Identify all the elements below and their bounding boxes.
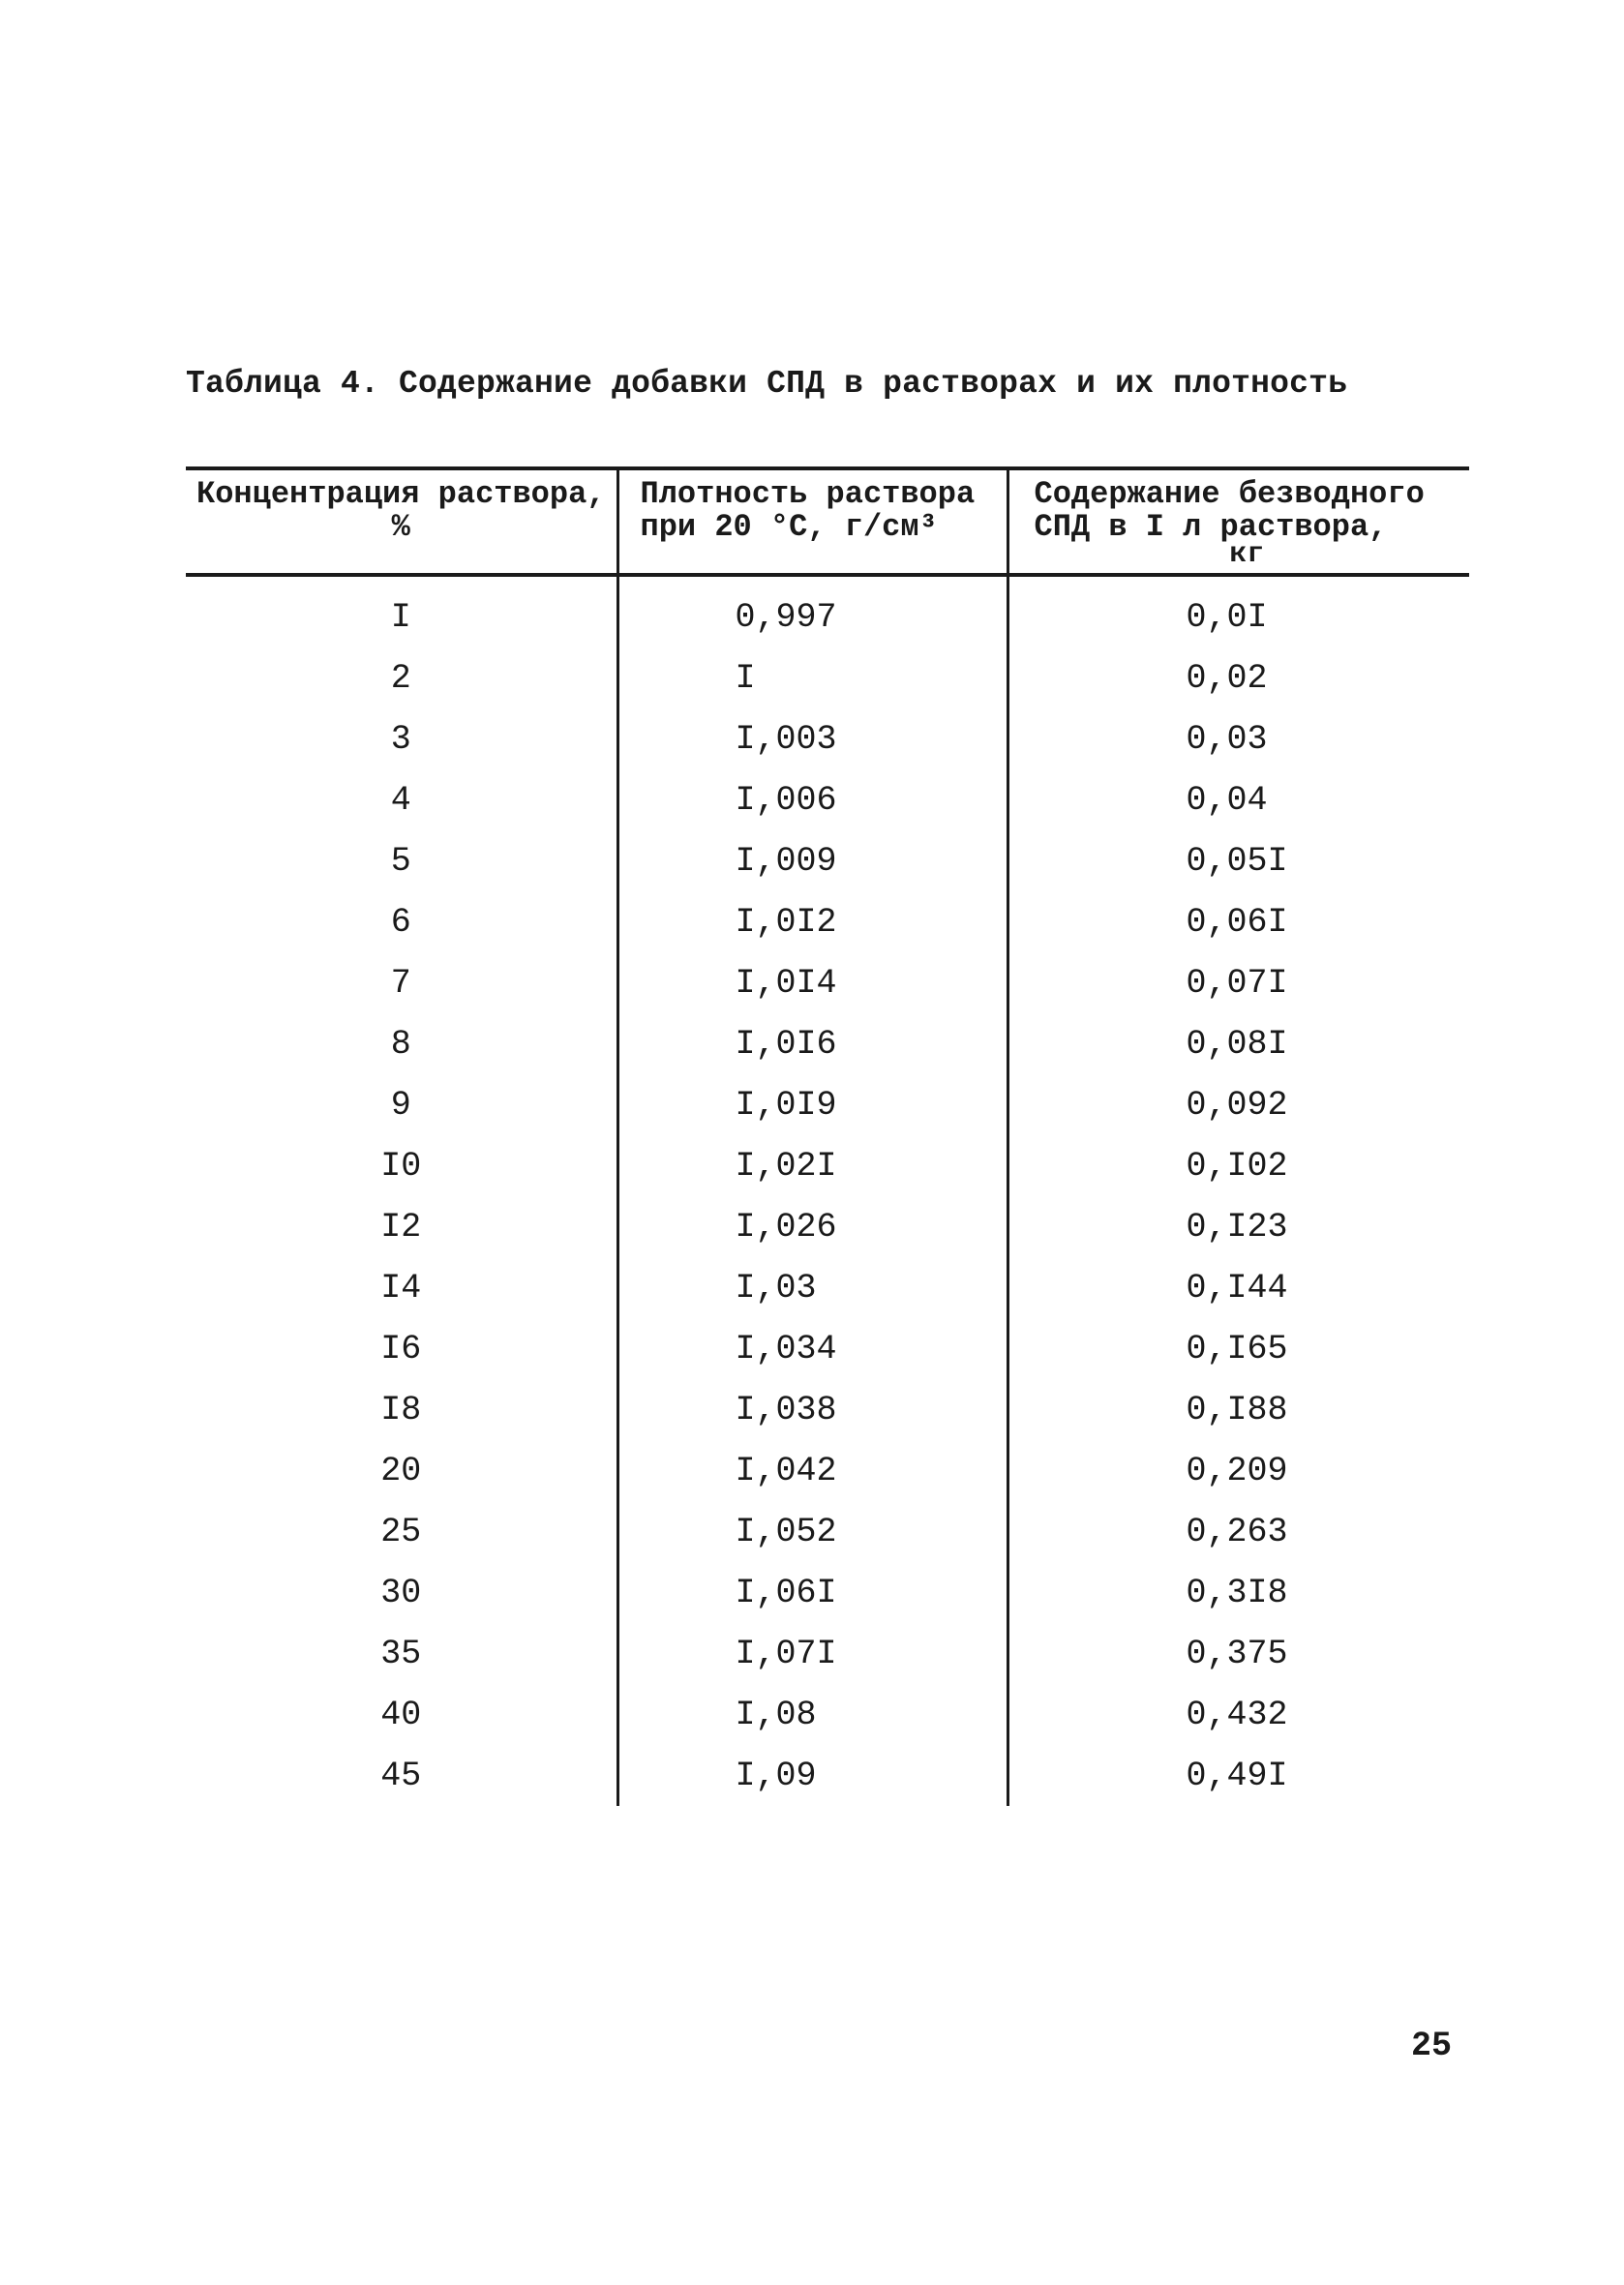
header-density	[617, 468, 1007, 575]
cell-concentration: I6	[186, 1318, 617, 1379]
cell-concentration: 6	[186, 891, 617, 952]
cell-density: I,03	[617, 1257, 1007, 1318]
cell-density: I,0I2	[617, 891, 1007, 952]
cell-concentration: I4	[186, 1257, 617, 1318]
cell-density: I,0I9	[617, 1074, 1007, 1135]
table-row	[186, 1013, 1469, 1074]
cell-density: I,09	[617, 1745, 1007, 1806]
cell-density: 0,997	[617, 575, 1007, 647]
cell-density: I,06I	[617, 1562, 1007, 1623]
cell-content: 0,06I	[1186, 902, 1288, 942]
cell-concentration: 35	[186, 1623, 617, 1684]
table-row	[186, 647, 1469, 708]
table-row	[186, 708, 1469, 769]
header-concentration-line1: Концентрация раствора,	[196, 476, 606, 512]
table-row	[186, 1440, 1469, 1501]
cell-density: I,042	[617, 1440, 1007, 1501]
table-row	[186, 1745, 1469, 1806]
cell-density: I,003	[617, 708, 1007, 769]
table-row	[186, 1135, 1469, 1196]
header-content-line1: Содержание безводного	[1034, 476, 1425, 512]
cell-concentration: 25	[186, 1501, 617, 1562]
cell-density: I,07I	[617, 1623, 1007, 1684]
cell-concentration: 3	[186, 708, 617, 769]
cell-content: 0,3I8	[1186, 1573, 1288, 1612]
table-container	[186, 466, 1469, 1806]
table-row	[186, 1562, 1469, 1623]
header-density-line2: при 20 °С, г/см³	[640, 509, 938, 545]
cell-content: 0,0I	[1186, 597, 1268, 637]
table-row	[186, 575, 1469, 647]
cell-concentration: I2	[186, 1196, 617, 1257]
cell-density: I,08	[617, 1684, 1007, 1745]
table-row	[186, 1501, 1469, 1562]
table-row	[186, 769, 1469, 830]
header-concentration	[186, 468, 617, 575]
cell-concentration: I	[186, 575, 617, 647]
header-concentration-unit: %	[391, 509, 410, 545]
cell-content: 0,432	[1186, 1695, 1288, 1734]
table-row	[186, 1257, 1469, 1318]
density-table	[186, 466, 1469, 1806]
cell-concentration: I0	[186, 1135, 617, 1196]
header-content-line2: СПД в I л раствора,	[1034, 509, 1388, 545]
cell-content: 0,263	[1186, 1512, 1288, 1551]
cell-content: 0,04	[1186, 780, 1268, 820]
header-content	[1007, 468, 1469, 575]
table-row	[186, 1074, 1469, 1135]
cell-content: 0,I65	[1186, 1329, 1288, 1368]
cell-density: I,006	[617, 769, 1007, 830]
cell-concentration: 45	[186, 1745, 617, 1806]
cell-content: 0,092	[1186, 1085, 1288, 1125]
cell-concentration: 4	[186, 769, 617, 830]
cell-concentration: 7	[186, 952, 617, 1013]
cell-density: I,026	[617, 1196, 1007, 1257]
table-body	[186, 575, 1469, 1806]
table-caption: Таблица 4. Содержание добавки СПД в растворах и их плотность	[186, 366, 1348, 402]
cell-content: 0,08I	[1186, 1024, 1288, 1064]
cell-density: I,038	[617, 1379, 1007, 1440]
cell-density: I,052	[617, 1501, 1007, 1562]
header-density-line1: Плотность раствора	[640, 476, 976, 512]
table-row	[186, 891, 1469, 952]
header-row	[186, 468, 1469, 575]
cell-content: 0,07I	[1186, 963, 1288, 1003]
cell-concentration: 30	[186, 1562, 617, 1623]
table-row	[186, 1684, 1469, 1745]
page-number: 25	[1411, 2027, 1453, 2065]
cell-content: 0,I23	[1186, 1207, 1288, 1247]
cell-content: 0,I02	[1186, 1146, 1288, 1186]
cell-concentration: 2	[186, 647, 617, 708]
cell-concentration: I8	[186, 1379, 617, 1440]
cell-content: 0,I44	[1186, 1268, 1288, 1308]
cell-density: I,0I4	[617, 952, 1007, 1013]
cell-density: I,0I6	[617, 1013, 1007, 1074]
cell-density: I	[617, 647, 1007, 708]
cell-density: I,034	[617, 1318, 1007, 1379]
table-row	[186, 1318, 1469, 1379]
table-row	[186, 1379, 1469, 1440]
cell-concentration: 40	[186, 1684, 617, 1745]
cell-content: 0,I88	[1186, 1390, 1288, 1429]
cell-content: 0,375	[1186, 1634, 1288, 1673]
cell-concentration: 8	[186, 1013, 617, 1074]
cell-content: 0,02	[1186, 658, 1268, 698]
cell-concentration: 9	[186, 1074, 617, 1135]
table-row	[186, 830, 1469, 891]
cell-content: 0,05I	[1186, 841, 1288, 881]
cell-content: 0,209	[1186, 1451, 1288, 1490]
cell-content: 0,49I	[1186, 1756, 1288, 1795]
cell-content: 0,03	[1186, 719, 1268, 759]
table-row	[186, 1196, 1469, 1257]
cell-concentration: 5	[186, 830, 617, 891]
table-row	[186, 952, 1469, 1013]
cell-density: I,009	[617, 830, 1007, 891]
cell-concentration: 20	[186, 1440, 617, 1501]
table-row	[186, 1623, 1469, 1684]
cell-density: I,02I	[617, 1135, 1007, 1196]
header-content-unit: кг	[1229, 538, 1265, 571]
